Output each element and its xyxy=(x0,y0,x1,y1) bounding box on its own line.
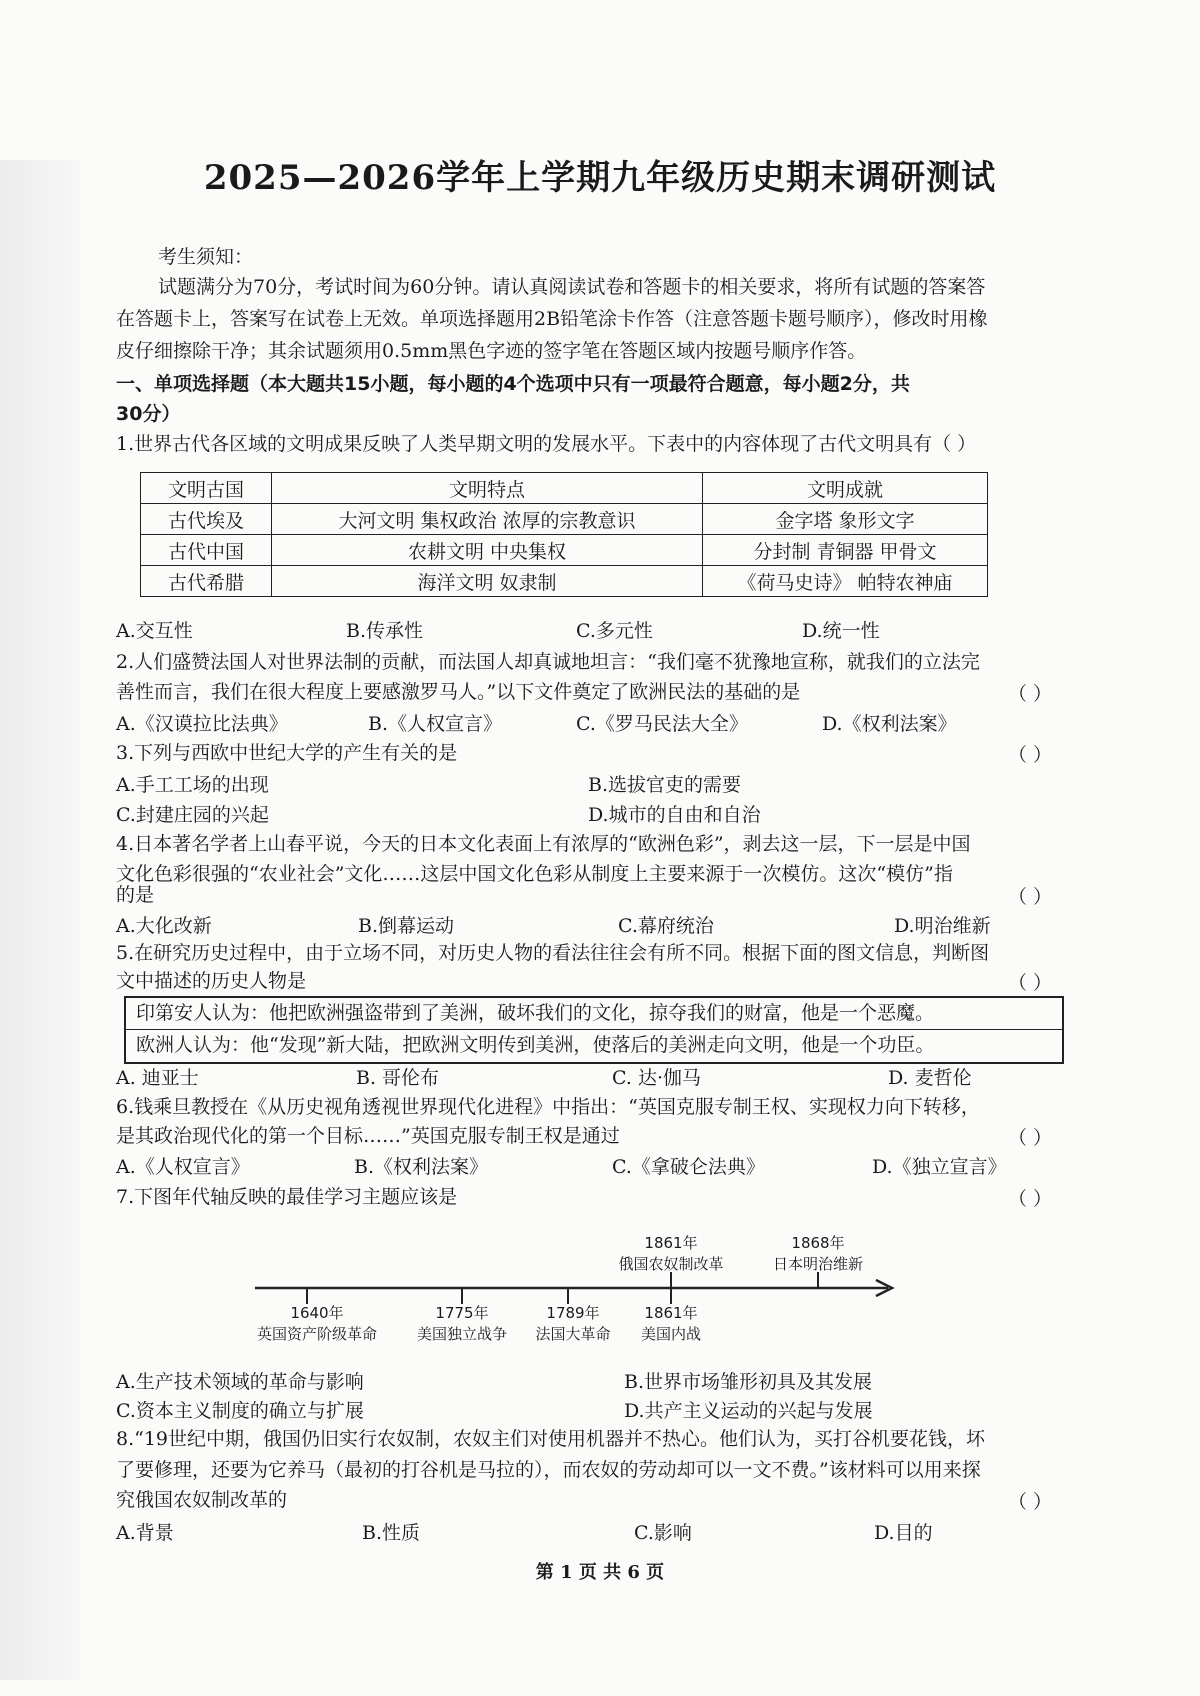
timeline-event xyxy=(247,1302,387,1344)
question-stem: 2.人们盛赞法国人对世界法制的贡献，而法国人却真诚地坦言：“我们毫不犹豫地宣称，就我们的立法完 xyxy=(116,651,980,673)
table-header: 文明特点 xyxy=(272,473,703,504)
option-c: C. 达·伽马 xyxy=(612,1067,701,1089)
option-c: C.《罗马民法大全》 xyxy=(576,713,748,735)
table-cell: 古代希腊 xyxy=(141,566,272,597)
option-c: C.幕府统治 xyxy=(618,915,714,937)
option-a: A.《人权宣言》 xyxy=(116,1156,250,1178)
notice-heading: 考生须知： xyxy=(158,246,254,268)
timeline-event xyxy=(402,1302,522,1344)
option-c: C.资本主义制度的确立与扩展 xyxy=(116,1400,364,1422)
question-stem: 究俄国农奴制改革的 xyxy=(116,1489,288,1511)
answer-paren: （ ） xyxy=(1008,1127,1053,1149)
option-b: B.传承性 xyxy=(346,620,424,642)
option-a: A.生产技术领域的革命与影响 xyxy=(116,1371,364,1393)
option-b: B.《权利法案》 xyxy=(354,1156,489,1178)
table-cell: 农耕文明 中央集权 xyxy=(272,535,703,566)
table-cell: 古代埃及 xyxy=(141,504,272,535)
notice-line: 在答题卡上，答案写在试卷上无效。单项选择题用2B铅笔涂卡作答（注意答题卡题号顺序），修改时用橡 xyxy=(116,308,988,330)
option-d: D.统一性 xyxy=(802,620,880,642)
table-cell: 分封制 青铜器 甲骨文 xyxy=(703,535,988,566)
option-c: C.影响 xyxy=(634,1522,692,1544)
option-a: A.大化改新 xyxy=(116,915,212,937)
answer-paren: （ ） xyxy=(1008,1491,1053,1513)
question-stem: 了要修理，还要为它养马（最初的打谷机是马拉的），而农奴的劳动却可以一文不费。”该材料可以用来探 xyxy=(116,1459,981,1481)
question-stem: 善性而言，我们在很大程度上要感激罗马人。”以下文件奠定了欧洲民法的基础的是 xyxy=(116,681,801,703)
option-c: C.多元性 xyxy=(576,620,653,642)
option-d: D.共产主义运动的兴起与发展 xyxy=(624,1400,873,1422)
timeline-event xyxy=(523,1302,623,1344)
question-stem: 5.在研究历史过程中，由于立场不同，对历史人物的看法往往会有所不同。根据下面的图文信息，判断图 xyxy=(116,942,990,964)
timeline-year: 1861年 xyxy=(644,1304,698,1322)
question-stem: 7.下图年代轴反映的最佳学习主题应该是 xyxy=(116,1186,458,1208)
table-cell: 海洋文明 奴隶制 xyxy=(272,566,703,597)
answer-paren: （ ） xyxy=(1008,972,1053,994)
table-cell: 大河文明 集权政治 浓厚的宗教意识 xyxy=(272,504,703,535)
question-stem: 4.日本著名学者上山春平说，今天的日本文化表面上有浓厚的“欧洲色彩”，剥去这一层，下一层是中国 xyxy=(116,833,971,855)
section-heading: 一、单项选择题（本大题共15小题，每小题的4个选项中只有一项最符合题意，每小题2分，共 xyxy=(116,373,910,395)
timeline-event-name: 英国资产阶级革命 xyxy=(256,1325,377,1343)
viewpoint-european: 欧洲人认为：他“发现”新大陆，把欧洲文明传到美洲，使落后的美洲走向文明，他是一个功臣。 xyxy=(136,1034,935,1056)
timeline-event xyxy=(626,1302,716,1344)
question-stem: 8.“19世纪中期，俄国仍旧实行农奴制，农奴主们对使用机器并不热心。他们认为，买打谷机要花钱，坏 xyxy=(116,1428,986,1450)
table-cell: 古代中国 xyxy=(141,535,272,566)
question-stem: 文化色彩很强的“农业社会”文化……这层中国文化色彩从制度上主要来源于一次模仿。这次“模仿”指 xyxy=(116,863,953,885)
option-b: B.世界市场雏形初具及其发展 xyxy=(624,1371,873,1393)
table-cell: 《荷马史诗》 帕特农神庙 xyxy=(703,566,988,597)
timeline-year: 1868年 xyxy=(791,1234,845,1252)
option-b: B.《人权宣言》 xyxy=(368,713,503,735)
answer-paren: （ ） xyxy=(1008,1188,1053,1210)
question-stem: 文中描述的历史人物是 xyxy=(116,970,307,992)
notice-line: 皮仔细擦除干净；其余试题须用0.5mm黑色字迹的签字笔在答题区域内按题号顺序作答。 xyxy=(116,340,867,362)
option-c: C.封建庄园的兴起 xyxy=(116,804,269,826)
question-stem: 3.下列与西欧中世纪大学的产生有关的是 xyxy=(116,742,458,764)
option-d: D.明治维新 xyxy=(894,915,991,937)
timeline-year: 1640年 xyxy=(290,1304,344,1322)
section-heading: 30分） xyxy=(116,403,181,425)
option-a: A.交互性 xyxy=(116,620,193,642)
answer-paren: （ ） xyxy=(1008,744,1053,766)
option-b: B.倒幕运动 xyxy=(358,915,455,937)
page-footer: 第 1 页 共 6 页 xyxy=(535,1562,665,1583)
table-header: 文明古国 xyxy=(141,473,272,504)
question-stem: 1.世界古代各区域的文明成果反映了人类早期文明的发展水平。下表中的内容体现了古代文明具有（ ） xyxy=(116,433,977,455)
answer-paren: （ ） xyxy=(1008,683,1053,705)
question-stem: 6.钱乘旦教授在《从历史视角透视世界现代化进程》中指出：“英国克服专制王权、实现权力向下转移， xyxy=(116,1096,980,1118)
timeline-event xyxy=(763,1232,873,1274)
option-a: A.手工工场的出现 xyxy=(116,774,269,796)
timeline-year: 1861年 xyxy=(644,1234,698,1252)
option-a: A. 迪亚士 xyxy=(116,1067,199,1089)
timeline-year: 1789年 xyxy=(546,1304,600,1322)
table-cell: 金字塔 象形文字 xyxy=(703,504,988,535)
timeline-year: 1775年 xyxy=(435,1304,489,1322)
timeline-event xyxy=(606,1232,736,1274)
table-header: 文明成就 xyxy=(703,473,988,504)
option-b: B.选拔官吏的需要 xyxy=(588,774,742,796)
answer-paren: （ ） xyxy=(1008,886,1053,908)
option-b: B.性质 xyxy=(362,1522,421,1544)
timeline-event-name: 美国内战 xyxy=(640,1325,701,1343)
option-d: D.《独立宣言》 xyxy=(872,1156,1007,1178)
question-stem: 的是 xyxy=(116,884,155,906)
notice-line: 试题满分为70分，考试时间为60分钟。请认真阅读试卷和答题卡的相关要求，将所有试题的答案答 xyxy=(158,276,986,298)
timeline-event-name: 法国大革命 xyxy=(535,1325,611,1343)
option-b: B. 哥伦布 xyxy=(356,1067,440,1089)
option-d: D.目的 xyxy=(874,1522,933,1544)
option-d: D. 麦哲伦 xyxy=(888,1067,972,1089)
option-a: A.背景 xyxy=(116,1522,174,1544)
timeline-event-name: 日本明治维新 xyxy=(772,1255,863,1273)
option-d: D.城市的自由和自治 xyxy=(588,804,761,826)
timeline-event-name: 俄国农奴制改革 xyxy=(618,1255,724,1273)
question-stem: 是其政治现代化的第一个目标……”英国克服专制王权是通过 xyxy=(116,1125,620,1147)
timeline-event-name: 美国独立战争 xyxy=(416,1325,507,1343)
viewpoint-native: 印第安人认为：他把欧洲强盗带到了美洲，破坏我们的文化，掠夺我们的财富，他是一个恶魔。 xyxy=(126,998,1062,1030)
option-c: C.《拿破仑法典》 xyxy=(612,1156,765,1178)
option-a: A.《汉谟拉比法典》 xyxy=(116,713,288,735)
option-d: D.《权利法案》 xyxy=(822,713,957,735)
page-title: 2025—2026学年上学期九年级历史期末调研测试 xyxy=(203,158,997,198)
